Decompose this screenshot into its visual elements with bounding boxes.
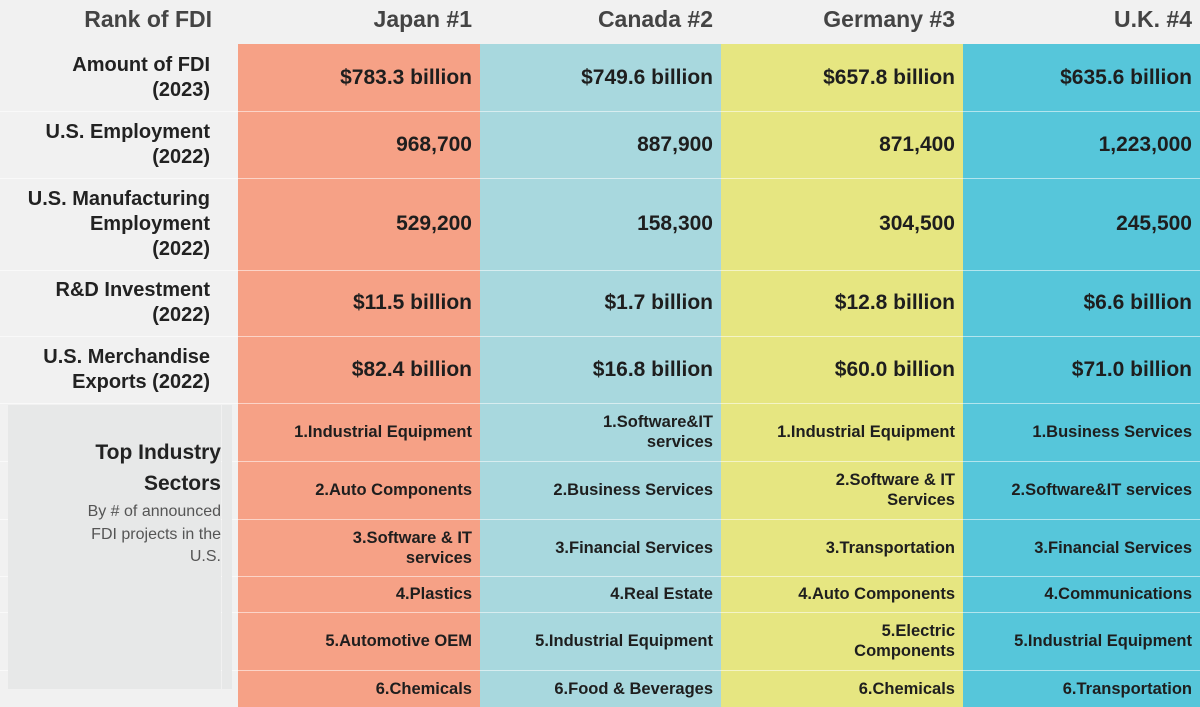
- sectors-label-strip: [222, 405, 232, 689]
- metric-cell: $12.8 billion: [834, 291, 955, 314]
- sector-text: 2.Auto Components: [315, 481, 472, 499]
- sector-text: 1.Industrial Equipment: [777, 423, 955, 441]
- text-line: Exports (2022): [72, 370, 210, 393]
- metric-cell: 245,500: [1116, 212, 1192, 235]
- sector-cell: [963, 576, 1200, 612]
- sector-text: 3.Software & IT: [352, 528, 472, 547]
- sector-text: 5.Industrial Equipment: [535, 632, 713, 650]
- sector-cell: [721, 519, 963, 576]
- column-header-uk: U.K. #4: [1114, 6, 1192, 32]
- sector-text: 6.Chemicals: [375, 679, 472, 698]
- sector-text: 6.Food & Beverages: [554, 679, 713, 698]
- metric-cell: 304,500: [879, 212, 955, 235]
- subtitle-line: FDI projects in the: [91, 525, 221, 543]
- sector-cell: [963, 612, 1200, 670]
- text-line: Amount of FDI: [72, 53, 210, 76]
- title-line: Sectors: [143, 472, 221, 495]
- sector-text: 5.Automotive OEM: [325, 632, 472, 650]
- sector-text: 2.Software&IT services: [1011, 481, 1192, 499]
- sector-cell: [238, 519, 480, 576]
- row-label: [0, 178, 220, 270]
- metric-cell: $82.4 billion: [351, 357, 472, 381]
- metric-cell: 968,700: [396, 132, 472, 156]
- sector-cell: [238, 576, 480, 612]
- sector-cell: [238, 670, 480, 707]
- sector-text: 4.Communications: [1044, 585, 1192, 603]
- sector-text: 4.Real Estate: [610, 585, 713, 603]
- sector-text: 1.Software&IT: [602, 413, 713, 431]
- top-industry-sectors-title: [0, 437, 221, 499]
- sector-cell: [238, 403, 480, 461]
- text-line: R&D Investment: [55, 279, 210, 301]
- metric-cell: 887,900: [637, 132, 713, 156]
- sector-cell: [963, 461, 1200, 519]
- metric-cell: $71.0 billion: [1071, 357, 1192, 381]
- sector-text: 2.Business Services: [553, 481, 713, 499]
- sector-text: 1.Industrial Equipment: [294, 423, 472, 441]
- metric-cell: $657.8 billion: [823, 65, 955, 89]
- metric-cell: $635.6 billion: [1060, 65, 1192, 89]
- text-line: (2022): [152, 304, 210, 326]
- sector-text: services: [405, 548, 472, 567]
- column-header-canada: Canada #2: [597, 6, 713, 32]
- metric-cell: 1,223,000: [1098, 132, 1192, 156]
- sector-cell: [480, 576, 721, 612]
- text-line: (2022): [152, 237, 210, 260]
- sector-cell: [480, 612, 721, 670]
- row-label: [0, 44, 220, 111]
- sector-cell: [963, 403, 1200, 461]
- metric-cell: 529,200: [396, 212, 472, 235]
- sector-text: 3.Transportation: [825, 538, 955, 557]
- sector-text: 5.Electric: [881, 622, 955, 640]
- sector-text: 6.Transportation: [1062, 679, 1192, 698]
- row-label: [0, 111, 220, 178]
- metric-cell: $749.6 billion: [581, 65, 713, 89]
- text-line: (2022): [152, 145, 210, 168]
- sector-cell: [238, 612, 480, 670]
- metric-cell: $60.0 billion: [834, 357, 955, 381]
- sector-text: 2.Software & IT: [835, 471, 955, 489]
- top-industry-sectors-subtitle: [0, 501, 221, 569]
- row-label: [0, 336, 220, 403]
- sector-text: 6.Chemicals: [858, 679, 955, 698]
- metric-cell: $16.8 billion: [592, 357, 713, 381]
- metric-cell: 871,400: [879, 132, 955, 156]
- sector-text: 4.Plastics: [395, 585, 472, 603]
- row-label: [0, 270, 220, 336]
- sector-text: 3.Financial Services: [555, 538, 713, 557]
- title-line: Top Industry: [95, 441, 221, 464]
- sector-text: 5.Industrial Equipment: [1014, 632, 1192, 650]
- rank-of-fdi-header: Rank of FDI: [84, 6, 212, 32]
- subtitle-line: By # of announced: [87, 503, 221, 520]
- sector-cell: [721, 403, 963, 461]
- sector-cell: [480, 403, 721, 461]
- subtitle-line: U.S.: [189, 548, 221, 565]
- column-header-germany: Germany #3: [823, 6, 955, 32]
- text-line: Employment: [89, 212, 210, 235]
- sector-cell: [721, 670, 963, 707]
- sector-text: 1.Business Services: [1032, 423, 1192, 441]
- sector-cell: [480, 461, 721, 519]
- text-line: U.S. Employment: [45, 120, 210, 143]
- sector-text: services: [646, 433, 713, 451]
- metric-cell: 158,300: [637, 212, 713, 235]
- text-line: (2023): [152, 78, 210, 101]
- sector-text: 4.Auto Components: [798, 585, 955, 603]
- sector-cell: [721, 576, 963, 612]
- metric-cell: $6.6 billion: [1083, 291, 1192, 314]
- sector-cell: [721, 612, 963, 670]
- sector-cell: [721, 461, 963, 519]
- metric-cell: $783.3 billion: [340, 65, 472, 89]
- sector-cell: [963, 519, 1200, 576]
- column-header-japan: Japan #1: [373, 6, 472, 32]
- sector-cell: [480, 670, 721, 707]
- sector-text: 3.Financial Services: [1034, 538, 1192, 557]
- metric-cell: $11.5 billion: [352, 291, 472, 314]
- metric-cell: $1.7 billion: [604, 291, 713, 314]
- text-line: U.S. Merchandise: [43, 345, 210, 368]
- sector-text: Services: [887, 491, 955, 509]
- sector-cell: [238, 461, 480, 519]
- text-line: U.S. Manufacturing: [27, 187, 210, 210]
- sector-text: Components: [854, 642, 955, 660]
- sector-cell: [963, 670, 1200, 707]
- sector-cell: [480, 519, 721, 576]
